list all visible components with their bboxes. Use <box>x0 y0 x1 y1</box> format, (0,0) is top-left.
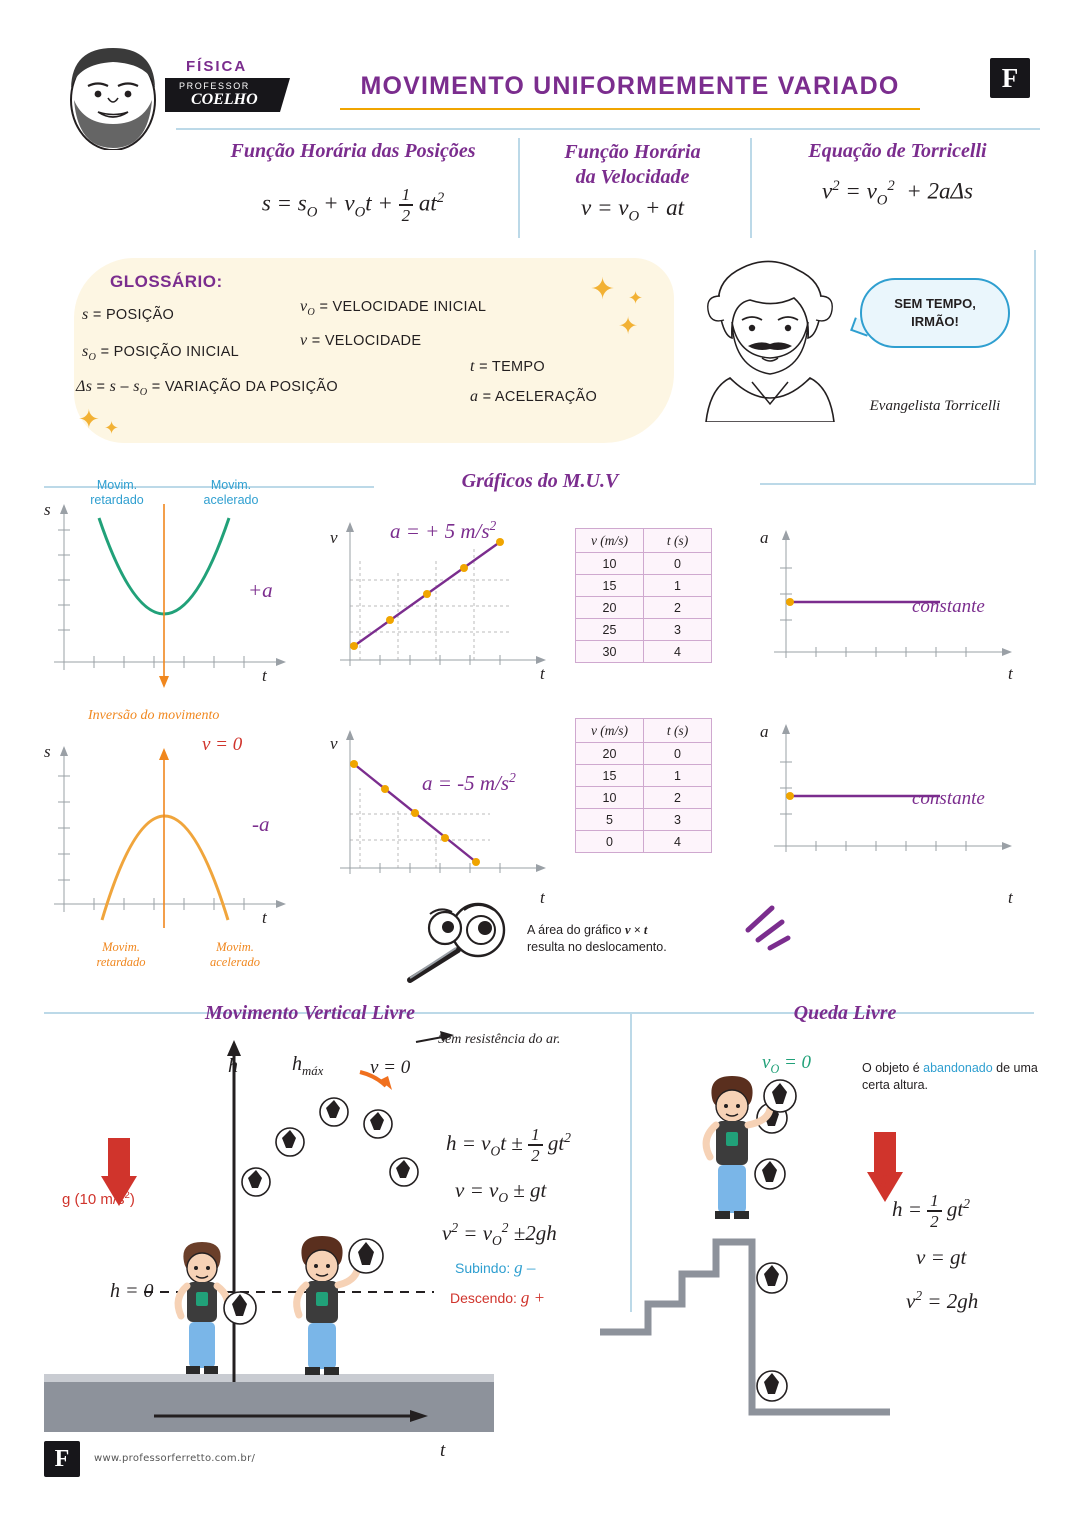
title-underline <box>340 108 920 110</box>
graph1-axis-y-label: s <box>44 500 51 519</box>
h-axis-label: h <box>228 1055 238 1077</box>
velocity-table-2 <box>575 718 712 853</box>
table-col-v: v (m/s) <box>576 719 644 743</box>
graph6-constante-label: constante <box>912 788 985 809</box>
vertical-equation-1: $h = v_Ot$ ± $\frac{1}{2}$ $gt^2$ <box>446 1125 571 1165</box>
table-row: 15 1 <box>576 765 712 787</box>
no-air-resistance-note: Sem resistência do ar. <box>438 1032 561 1047</box>
graph1-axis-x-label: t <box>262 666 267 685</box>
table-row: 20 2 <box>576 597 712 619</box>
brand-professor: PROFESSOR <box>179 81 250 91</box>
table-row: 20 0 <box>576 743 712 765</box>
formula-divider-2 <box>750 138 752 238</box>
formula-3-equation: $v^2 = v_O^2 + 2a\Delta s$ <box>821 178 974 209</box>
graph3-axis-y-label: a <box>760 528 769 547</box>
table-row: 5 3 <box>576 809 712 831</box>
graph-s-t-negative <box>44 742 294 942</box>
graph4-axis-x-label: t <box>262 908 267 927</box>
glossary-item-v: v = VELOCIDADE <box>300 332 422 349</box>
graph6-axis-x-label: t <box>1008 888 1013 907</box>
graph4-accel-sign: -a <box>252 812 270 836</box>
gravity-label-right: g <box>880 1168 890 1189</box>
free-fall-equation-3: $v^2 = 2gh$ <box>906 1288 979 1313</box>
graph-v-t-increasing <box>330 520 560 700</box>
graph2-axis-y-label: v <box>330 528 338 547</box>
gravity-label-left: g (10 $m/s^2$) <box>62 1190 135 1208</box>
sparkle-icon: ✦ <box>618 312 639 340</box>
brand-fisica: FÍSICA <box>186 58 248 75</box>
graph5-axis-y-label: v <box>330 734 338 753</box>
time-axis-label: t <box>440 1440 446 1461</box>
table-row: 25 3 <box>576 619 712 641</box>
descendo-note: Descendo: g + <box>450 1288 546 1307</box>
brand-coelho: COELHO <box>191 91 258 108</box>
graph3-axis-x-label: t <box>1008 664 1013 683</box>
torricelli-portrait <box>690 252 850 422</box>
page-header <box>0 0 1080 130</box>
table-header-row <box>576 719 712 743</box>
graphs-section-title: Gráficos do M.U.V <box>461 470 619 492</box>
sparkle-icon: ✦ <box>104 418 120 439</box>
graph3-constante-label: constante <box>912 596 985 617</box>
glossary-item-t: t = TEMPO <box>470 358 545 375</box>
formula-2-equation: $v = v_O$ + at <box>581 195 684 225</box>
formula-1-title: Função Horária das Posições <box>230 140 476 162</box>
torricelli-name: Evangelista Torricelli <box>869 398 1001 414</box>
free-fall-equation-1: h = $\frac{1}{2}$ $gt^2$ <box>892 1191 970 1231</box>
formula-1-equation: $s = s_O + v_Ot$ + $\frac{1}{2}$ $at^2$ <box>261 185 445 225</box>
page-title: MOVIMENTO UNIFORMEMENTE VARIADO <box>360 72 900 100</box>
sparkle-icon: ✦ <box>628 288 644 309</box>
vertical-motion-title: Movimento Vertical Livre <box>205 1002 415 1024</box>
table-col-t: t (s) <box>644 529 712 553</box>
subindo-note: Subindo: g – <box>455 1258 536 1277</box>
table-row: 15 1 <box>576 575 712 597</box>
brand-tag <box>165 58 305 110</box>
magnifier-icon <box>386 896 526 986</box>
graph6-axis-y-label: a <box>760 722 769 741</box>
avatar <box>58 40 168 150</box>
h-zero-label: h = 0 <box>110 1280 154 1302</box>
glossary-item-ds: $\Delta s = s - s_O$ = VARIAÇÃO DA POSIÇÃO <box>76 378 338 399</box>
graph5-accel-value: a = -5 $m/s^2$ <box>422 770 516 795</box>
free-fall-title: Queda Livre <box>793 1002 897 1024</box>
table-row: 10 0 <box>576 553 712 575</box>
vertical-equation-2: $v = v_O$ ± gt <box>455 1178 547 1206</box>
table-header-row <box>576 529 712 553</box>
area-note: A área do gráfico v × t resulta no deslocamento. <box>527 923 667 954</box>
velocity-table-1 <box>575 528 712 663</box>
table-row: 0 4 <box>576 831 712 853</box>
table-col-t: t (s) <box>644 719 712 743</box>
glossary-item-v0: $v_O$ = VELOCIDADE INICIAL <box>300 298 487 319</box>
formula-3-title: Equação de Torricelli <box>808 140 987 162</box>
formula-2-title: Função Horária da Velocidade <box>564 141 701 188</box>
graph2-accel-value: a = + 5 $m/s^2$ <box>390 518 497 543</box>
graph-caption-acelerado-2: Movim. acelerado <box>210 940 260 969</box>
sparkle-icon: ✦ <box>590 272 616 307</box>
graph-v-zero-label: v = 0 <box>202 734 243 755</box>
free-fall-illustration <box>590 1040 1040 1440</box>
graph-caption-acelerado-1: Movim. acelerado <box>203 478 259 507</box>
graph-v-t-decreasing <box>330 728 560 908</box>
speech-bubble: SEM TEMPO, IRMÃO! <box>860 278 1010 348</box>
glossary-item-s0: $s_O$ = POSIÇÃO INICIAL <box>82 343 240 364</box>
right-border-bottom <box>760 483 1036 485</box>
graph-caption-inversao: Inversão do movimento <box>88 708 220 723</box>
glossary-item-s: s = POSIÇÃO <box>82 306 175 323</box>
hmax-label: $h_{máx}$ <box>292 1053 324 1078</box>
graph2-axis-x-label: t <box>540 664 545 683</box>
graph1-accel-sign: +a <box>248 578 273 602</box>
emphasis-lines-icon <box>742 892 792 952</box>
sparkle-icon: ✦ <box>78 405 100 435</box>
logo-f-footer-icon: F <box>44 1441 80 1477</box>
graph4-axis-y-label: s <box>44 742 51 761</box>
graph5-axis-x-label: t <box>540 888 545 907</box>
table-row: 10 2 <box>576 787 712 809</box>
graph-caption-retardado-1: Movim. retardado <box>90 478 144 507</box>
logo-f-icon: F <box>990 58 1030 98</box>
glossary-item-a: a = ACELERAÇÃO <box>470 388 598 405</box>
free-fall-note: O objeto é abandonado de uma certa altura. <box>862 1061 1038 1092</box>
free-fall-equation-2: v = gt <box>916 1245 967 1269</box>
right-border <box>1034 250 1036 485</box>
graph-caption-retardado-2: Movim. retardado <box>96 940 146 969</box>
vertical-equation-3: $v^2 = v_O^2 \pm 2gh$ <box>442 1220 557 1249</box>
footer-url[interactable]: www.professorferretto.com.br/ <box>94 1453 256 1464</box>
glossary-title: GLOSSÁRIO: <box>110 272 223 291</box>
free-fall-v0-label: $v_O = 0$ <box>762 1052 812 1076</box>
table-col-v: v (m/s) <box>576 529 644 553</box>
table-row: 30 4 <box>576 641 712 663</box>
v-zero-top-label: v = 0 <box>370 1057 411 1078</box>
divider-top <box>176 128 1040 130</box>
